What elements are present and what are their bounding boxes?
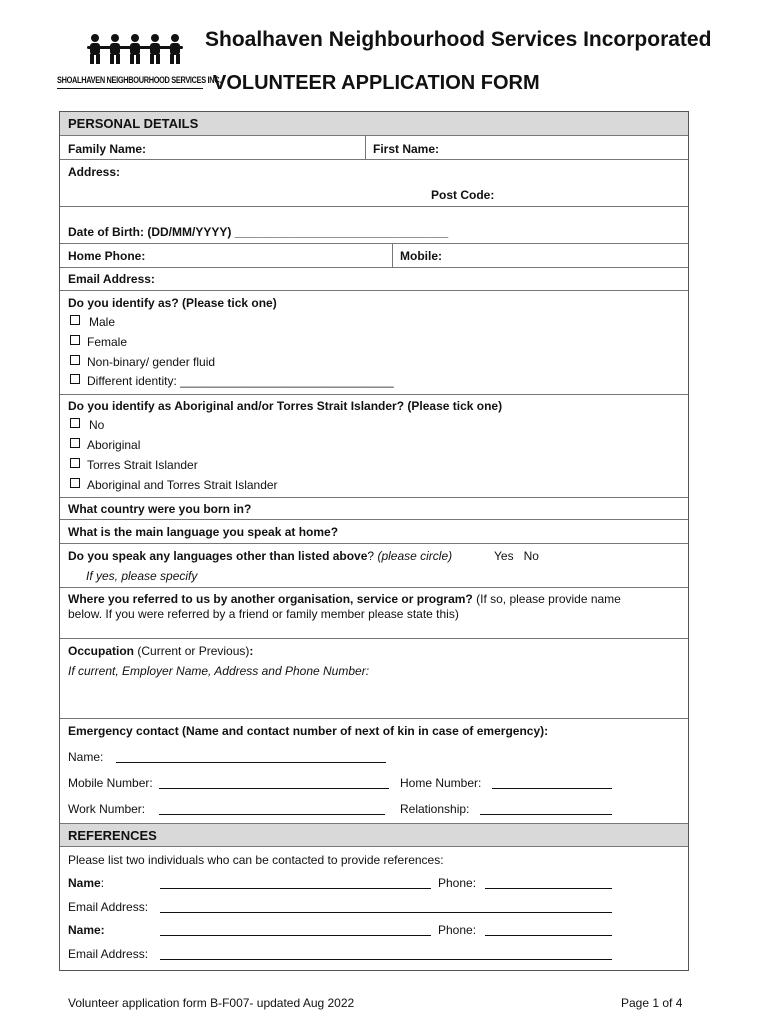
main-language-label: What is the main language you speak at home? (68, 525, 339, 539)
ref1-name-label (68, 876, 104, 890)
first-name-label: First Name: (373, 142, 440, 156)
form-title: VOLUNTEER APPLICATION FORM (213, 72, 540, 94)
row-divider (60, 394, 688, 395)
people-group-icon (85, 33, 185, 65)
row-divider (60, 267, 688, 268)
referred-text: Where you referred to us by another organisation, service or program? (68, 592, 473, 606)
gender-nonbinary-checkbox[interactable] (70, 355, 80, 365)
atsi-both-checkbox[interactable] (70, 478, 80, 488)
logo-divider (57, 88, 203, 89)
atsi-option-label: Torres Strait Islander (87, 458, 198, 472)
organisation-name: Shoalhaven Neighbourhood Services Incorporated (205, 28, 712, 51)
ref1-name-colon: : (100, 876, 105, 890)
atsi-question: Do you identify as Aboriginal and/or Torres Strait Islander? (Please tick one) (68, 399, 503, 413)
column-divider (365, 135, 366, 159)
ec-name-line[interactable] (116, 762, 386, 763)
atsi-tsi-checkbox[interactable] (70, 458, 80, 468)
referred-note: (If so, please provide name (476, 592, 621, 606)
row-divider (60, 290, 688, 291)
ec-work-line[interactable] (159, 814, 385, 815)
other-languages-text: Do you speak any languages other than listed above (68, 549, 368, 563)
row-divider (60, 159, 688, 160)
ec-home-line[interactable] (492, 788, 612, 789)
ec-relationship-label: Relationship: (400, 802, 470, 816)
gender-female-checkbox[interactable] (70, 335, 80, 345)
ref1-phone-label: Phone: (438, 876, 477, 890)
ec-relationship-line[interactable] (480, 814, 612, 815)
if-yes-specify: If yes, please specify (86, 569, 198, 583)
atsi-option-label: Aboriginal (87, 438, 141, 452)
row-divider (60, 497, 688, 498)
ec-name-label: Name: (68, 750, 104, 764)
references-heading: REFERENCES (68, 828, 157, 843)
organisation-logo (57, 33, 221, 93)
application-form (59, 111, 689, 971)
gender-option-label: Non-binary/ gender fluid (87, 355, 216, 369)
ref2-phone-label: Phone: (438, 923, 477, 937)
gender-male-checkbox[interactable] (70, 315, 80, 325)
row-divider (60, 718, 688, 719)
row-divider (60, 587, 688, 588)
ref1-email-line[interactable] (160, 912, 612, 913)
gender-option-label: Different identity: ________________________________ (87, 374, 394, 388)
logo-text: SHOALHAVEN NEIGHBOURHOOD SERVICES INC. (57, 75, 221, 85)
gender-option-label: Female (87, 335, 128, 349)
ec-mobile-line[interactable] (159, 788, 389, 789)
gender-option-label: Male (89, 315, 116, 329)
footer-form-id: Volunteer application form B-F007- updated Aug 2022 (68, 996, 355, 1010)
ref1-email-label: Email Address: (68, 900, 149, 914)
occupation-detail: If current, Employer Name, Address and Phone Number: (68, 664, 370, 678)
referred-line2: below. If you were referred by a friend or family member please state this) (68, 607, 459, 621)
ref1-name-text: Name (68, 876, 101, 890)
ref2-name-label: Name: (68, 923, 105, 937)
row-divider (60, 519, 688, 520)
column-divider (392, 243, 393, 267)
yes-no-options[interactable]: Yes No (494, 549, 539, 563)
ref2-email-label: Email Address: (68, 947, 149, 961)
date-of-birth-label: Date of Birth: (DD/MM/YYYY) ________________________________ (68, 225, 449, 239)
row-divider (60, 206, 688, 207)
ec-home-label: Home Number: (400, 776, 482, 790)
gender-question: Do you identify as? (Please tick one) (68, 296, 277, 310)
ref1-name-line[interactable] (160, 888, 431, 889)
row-divider (60, 846, 688, 847)
ref2-name-line[interactable] (160, 935, 431, 936)
referred-question (68, 592, 621, 606)
mobile-label: Mobile: (400, 249, 442, 263)
atsi-option-label: No (89, 418, 105, 432)
home-phone-label: Home Phone: (68, 249, 146, 263)
footer-page-number: Page 1 of 4 (621, 996, 683, 1010)
occupation-note: (Current or Previous) (137, 644, 250, 658)
family-name-label: Family Name: (68, 142, 147, 156)
post-code-label: Post Code: (431, 188, 495, 202)
email-address-label: Email Address: (68, 272, 155, 286)
references-intro: Please list two individuals who can be contacted to provide references: (68, 853, 444, 867)
please-circle-note: (please circle) (377, 549, 453, 563)
row-divider (60, 243, 688, 244)
ec-work-label: Work Number: (68, 802, 146, 816)
ec-mobile-label: Mobile Number: (68, 776, 153, 790)
row-divider (60, 135, 688, 136)
address-label: Address: (68, 165, 121, 179)
atsi-option-label: Aboriginal and Torres Strait Islander (87, 478, 278, 492)
personal-details-heading: PERSONAL DETAILS (68, 116, 199, 131)
occupation-question (68, 644, 253, 658)
occupation-label: Occupation (68, 644, 135, 658)
ref2-email-line[interactable] (160, 959, 612, 960)
ref1-phone-line[interactable] (485, 888, 612, 889)
gender-different-checkbox[interactable] (70, 374, 80, 384)
atsi-no-checkbox[interactable] (70, 418, 80, 428)
emergency-contact-heading: Emergency contact (Name and contact number of next of kin in case of emergency): (68, 724, 549, 738)
row-divider (60, 638, 688, 639)
row-divider (60, 543, 688, 544)
question-mark: ? (367, 549, 375, 563)
ref2-phone-line[interactable] (485, 935, 612, 936)
atsi-aboriginal-checkbox[interactable] (70, 438, 80, 448)
country-born-label: What country were you born in? (68, 502, 252, 516)
occupation-colon: : (249, 644, 254, 658)
other-languages-question (68, 549, 452, 563)
